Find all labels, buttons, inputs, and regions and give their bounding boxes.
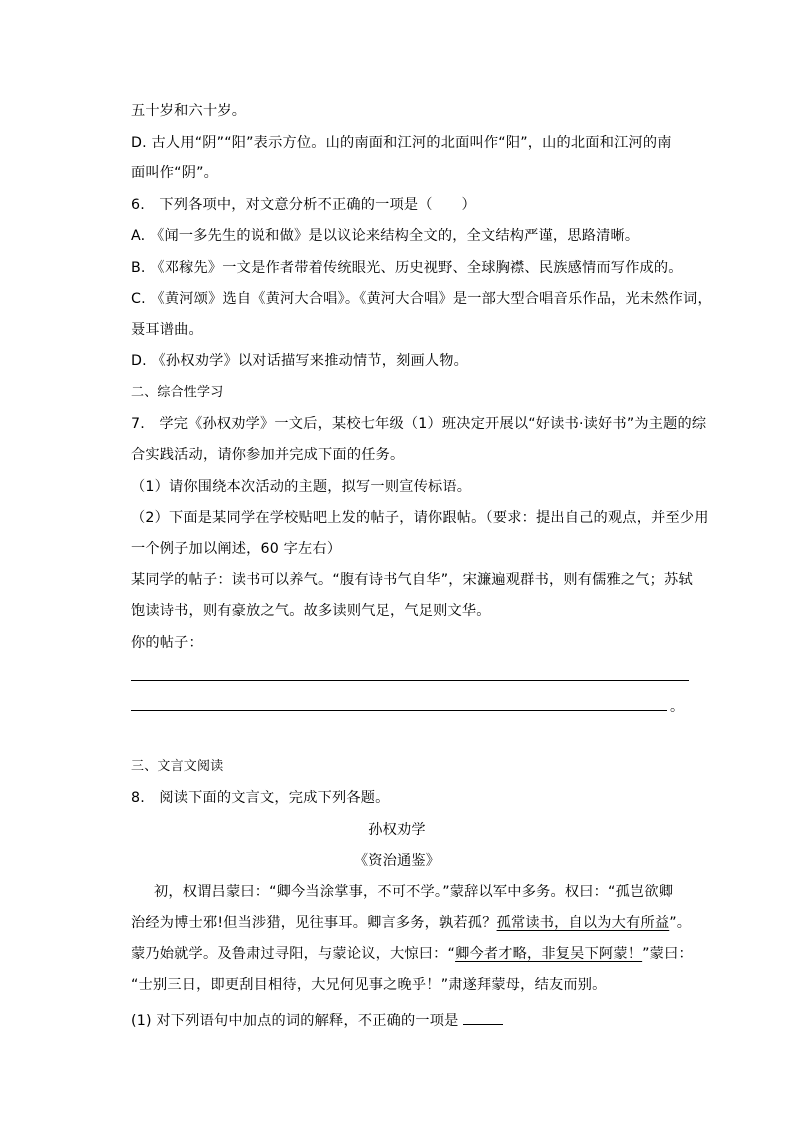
- passage-line-3: [131, 944, 693, 964]
- answer-period: 。: [670, 699, 684, 715]
- q7-task-2-cont: 一个例子加以阐述，60 字左右）: [131, 541, 342, 557]
- q6-option-a: A. 《闻一多先生的说和做》是以议论来结构全文的，全文结构严谨，思路清晰。: [131, 228, 640, 244]
- question-6: 6. 下列各项中，对文意分析不正确的一项是（ ）: [131, 197, 476, 213]
- q7-post: 某同学的帖子：读书可以养气。“腹有诗书气自华”，宋濂遍观群书，则有儒雅之气；苏轼: [131, 572, 693, 588]
- question-7-cont: 合实践活动，请你参加并完成下面的任务。: [131, 447, 405, 463]
- passage-line-4: “士别三日，即更刮目相待，大兄何见事之晚乎！”肃遂拜蒙母，结友而别。: [131, 977, 607, 993]
- option-text: 五十岁和六十岁。: [131, 103, 247, 119]
- option-d: D. 古人用“阴”“阳”表示方位。山的南面和江河的北面叫作“阳”，山的北面和江河的南: [131, 135, 672, 151]
- q6-option-c-cont: 聂耳谱曲。: [131, 322, 203, 338]
- passage-text: 治经为博士邪!但当涉猎，见往事耳。卿言多务，孰若孤？: [131, 915, 497, 931]
- q7-task-1: （1）请你围绕本次活动的主题，拟写一则宣传标语。: [131, 479, 472, 495]
- answer-line-2[interactable]: [131, 710, 667, 711]
- passage-source: 《资治通鉴》: [353, 853, 441, 869]
- question-8: 8. 阅读下面的文言文，完成下列各题。: [131, 790, 390, 806]
- option-d-cont: 面叫作“阴”。: [131, 165, 219, 181]
- passage-line-1: 初，权谓吕蒙曰：“卿今当涂掌事，不可不学。”蒙辞以军中多务。权曰：“孤岂欲卿: [154, 884, 674, 900]
- passage-text: 蒙乃始就学。及鲁肃过寻阳，与蒙论议，大惊曰：“: [131, 946, 456, 962]
- section-2-heading: 二、综合性学习: [131, 385, 224, 400]
- passage-title: 孙权劝学: [368, 822, 426, 838]
- q6-option-d: D. 《孙权劝学》以对话描写来推动情节，刻画人物。: [131, 353, 469, 369]
- q6-option-b: B. 《邓稼先》一文是作者带着传统眼光、历史视野、全球胸襟、民族感情而写作成的。: [131, 260, 683, 276]
- q6-option-c: C. 《黄河颂》选自《黄河大合唱》。《黄河大合唱》是一部大型合唱音乐作品，光未然作词，: [131, 291, 712, 307]
- q7-task-2: （2）下面是某同学在学校贴吧上发的帖子，请你跟帖。（要求：提出自己的观点，并至少用: [131, 510, 709, 526]
- answer-line-1[interactable]: [131, 680, 689, 681]
- q7-post-cont: 饱读诗书，则有豪放之气。故多读则气足，气足则文华。: [131, 603, 491, 619]
- underlined-sentence-2: 卿今者才略，非复吴下阿蒙！: [455, 946, 643, 962]
- q7-your-post-label: 你的帖子：: [131, 635, 203, 651]
- sub-question-1-text: (1) 对下列语句中加点的词的解释，不正确的一项是: [131, 1013, 459, 1029]
- sub-question-1: [131, 1010, 503, 1031]
- answer-blank[interactable]: [463, 1010, 503, 1025]
- passage-text: ”。: [669, 915, 692, 931]
- section-3-heading: 三、文言文阅读: [131, 759, 224, 774]
- passage-line-2: [131, 913, 691, 933]
- question-7: 7. 学完《孙权劝学》一文后，某校七年级（1）班决定开展以“好读书·读好书”为主题的综: [131, 416, 707, 432]
- passage-text: ”蒙曰：: [642, 946, 693, 962]
- underlined-sentence-1: 孤常读书，自以为大有所益: [496, 915, 670, 931]
